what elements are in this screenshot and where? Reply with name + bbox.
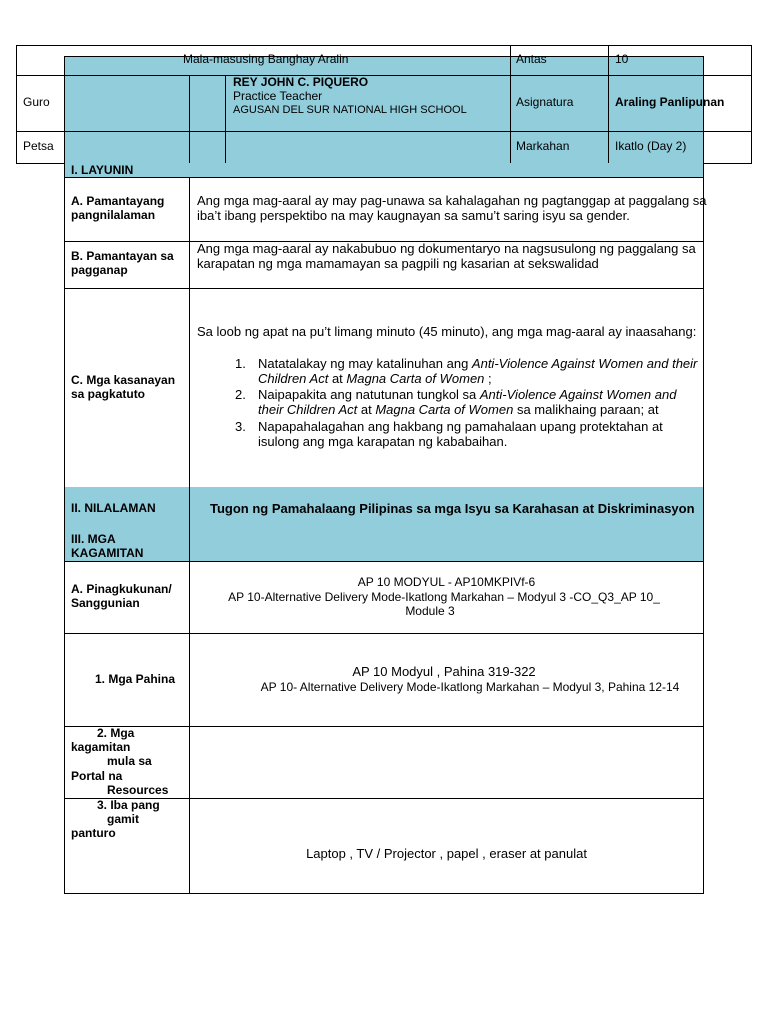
outer-border <box>16 131 752 132</box>
pamantayang-label-cell <box>65 177 190 241</box>
portal-label-3: mula sa <box>107 754 152 768</box>
pamantayang-label-2: pangnilalaman <box>71 208 156 222</box>
nilalaman-title: Tugon ng Pamahalaang Pilipinas sa mga Isyu sa Karahasan at Diskriminasyon <box>210 501 695 516</box>
objective-number: 1. <box>235 356 246 371</box>
teacher-name: REY JOHN C. PIQUERO <box>233 75 369 89</box>
objective-number: 3. <box>235 419 246 434</box>
iba-text: Laptop , TV / Projector , papel , eraser at panulat <box>306 846 587 861</box>
kasanayan-label-cell <box>65 288 190 487</box>
antas-value: 10 <box>615 52 629 66</box>
asignatura-label: Asignatura <box>516 95 574 109</box>
antas-label: Antas <box>516 52 547 66</box>
outer-border <box>751 45 752 164</box>
iba-label-cell <box>65 798 190 893</box>
kagamitan-label-cell <box>65 532 190 561</box>
pagganap-text-1: Ang mga mag-aaral ay nakabubuo ng dokumentaryo na nagsusulong ng paggalang sa <box>197 241 696 256</box>
portal-label-cell <box>65 726 190 798</box>
markahan-label: Markahan <box>516 139 570 153</box>
nilalaman-label-cell <box>65 487 190 532</box>
pahina-row <box>64 633 704 727</box>
iba-row <box>64 798 704 894</box>
sanggunian-line-1: AP 10 MODYUL - AP10MKPIVf-6 <box>357 575 536 589</box>
portal-label-1: 2. Mga <box>97 726 135 740</box>
outer-border <box>16 45 17 164</box>
kasanayan-label-2: sa pagkatuto <box>71 387 146 401</box>
inner-border <box>189 76 190 163</box>
outer-border <box>16 75 752 76</box>
sanggunian-label-1: A. Pinagkukunan/ <box>71 582 172 596</box>
pagganap-label-cell <box>65 241 190 288</box>
pamantayang-row <box>64 177 707 242</box>
pamantayang-text-2: iba’t ibang perspektibo na may kaugnayan sa samu’t saring isyu sa gender. <box>197 208 630 223</box>
asignatura-value: Araling Panlipunan <box>615 95 725 109</box>
lesson-plan-title: Mala-masusing Banghay Aralin <box>183 52 349 66</box>
guro-label: Guro <box>23 95 50 109</box>
pagganap-label-1: B. Pamantayan sa <box>71 249 174 263</box>
pagganap-label-2: pagganap <box>71 263 128 277</box>
portal-label-2: kagamitan <box>71 740 131 754</box>
sanggunian-label-2: Sanggunian <box>71 596 140 610</box>
objective-text: Natatalakay ng may katalinuhan ang Anti-Violence Against Women and their Children Act at Magna Carta of Women ; <box>258 356 698 386</box>
teacher-role: Practice Teacher <box>233 89 323 103</box>
portal-row <box>64 726 704 799</box>
inner-border <box>64 56 65 163</box>
markahan-value: Ikatlo (Day 2) <box>615 139 687 153</box>
iba-label-2: gamit <box>107 812 140 826</box>
layunin-row <box>64 163 704 178</box>
outer-border <box>16 45 752 46</box>
pahina-line-2: AP 10- Alternative Delivery Mode-Ikatlong Markahan – Modyul 3, Pahina 12-14 <box>260 680 680 694</box>
pahina-label-cell <box>65 633 190 726</box>
kagamitan-label-1: III. MGA <box>71 532 116 546</box>
pamantayang-label-1: A. Pamantayang <box>71 194 165 208</box>
kagamitan-row <box>64 532 704 562</box>
pagganap-text-2: karapatan ng mga mamamayan sa pagpili ng kasarian at sekswalidad <box>197 256 599 271</box>
sanggunian-row <box>64 561 704 634</box>
kagamitan-label-2: KAGAMITAN <box>71 546 144 560</box>
nilalaman-label: II. NILALAMAN <box>71 501 156 515</box>
kasanayan-intro: Sa loob ng apat na pu’t limang minuto (45 minuto), ang mga mag-aaral ay inaasahang: <box>197 324 697 339</box>
sanggunian-line-3: Module 3 <box>405 604 455 618</box>
iba-label-1: 3. Iba pang <box>97 798 160 812</box>
inner-border <box>225 76 226 163</box>
portal-label-5: Resources <box>107 783 169 797</box>
kasanayan-label-1: C. Mga kasanayan <box>71 373 176 387</box>
outer-border <box>608 45 609 164</box>
pahina-label: 1. Mga Pahina <box>95 672 176 686</box>
school-name: AGUSAN DEL SUR NATIONAL HIGH SCHOOL <box>233 104 467 116</box>
nilalaman-row <box>64 487 704 533</box>
iba-label-3: panturo <box>71 826 116 840</box>
layunin-label: I. LAYUNIN <box>71 163 134 177</box>
pamantayang-text-1: Ang mga mag-aaral ay may pag-unawa sa kahalagahan ng pagtanggap at paggalang sa <box>197 193 707 208</box>
pagganap-row <box>64 241 704 289</box>
kasanayan-row <box>64 288 704 488</box>
petsa-label: Petsa <box>23 139 54 153</box>
objective-text: Naipapakita ang natutunan tungkol sa Anti-Violence Against Women and their Children Act at Magna Carta of Women sa malikhaing paraan; at <box>258 387 677 417</box>
outer-border <box>510 45 511 164</box>
pahina-line-1: AP 10 Modyul , Pahina 319-322 <box>352 664 536 679</box>
objective-number: 2. <box>235 387 246 402</box>
objective-text: Napapahalagahan ang hakbang ng pamahalaan upang protektahan at isulong ang mga karapatan ng kababaihan. <box>258 419 663 449</box>
portal-label-4: Portal na <box>71 769 123 783</box>
sanggunian-line-2: AP 10-Alternative Delivery Mode-Ikatlong Markahan – Modyul 3 -CO_Q3_AP 10_ <box>228 590 660 604</box>
